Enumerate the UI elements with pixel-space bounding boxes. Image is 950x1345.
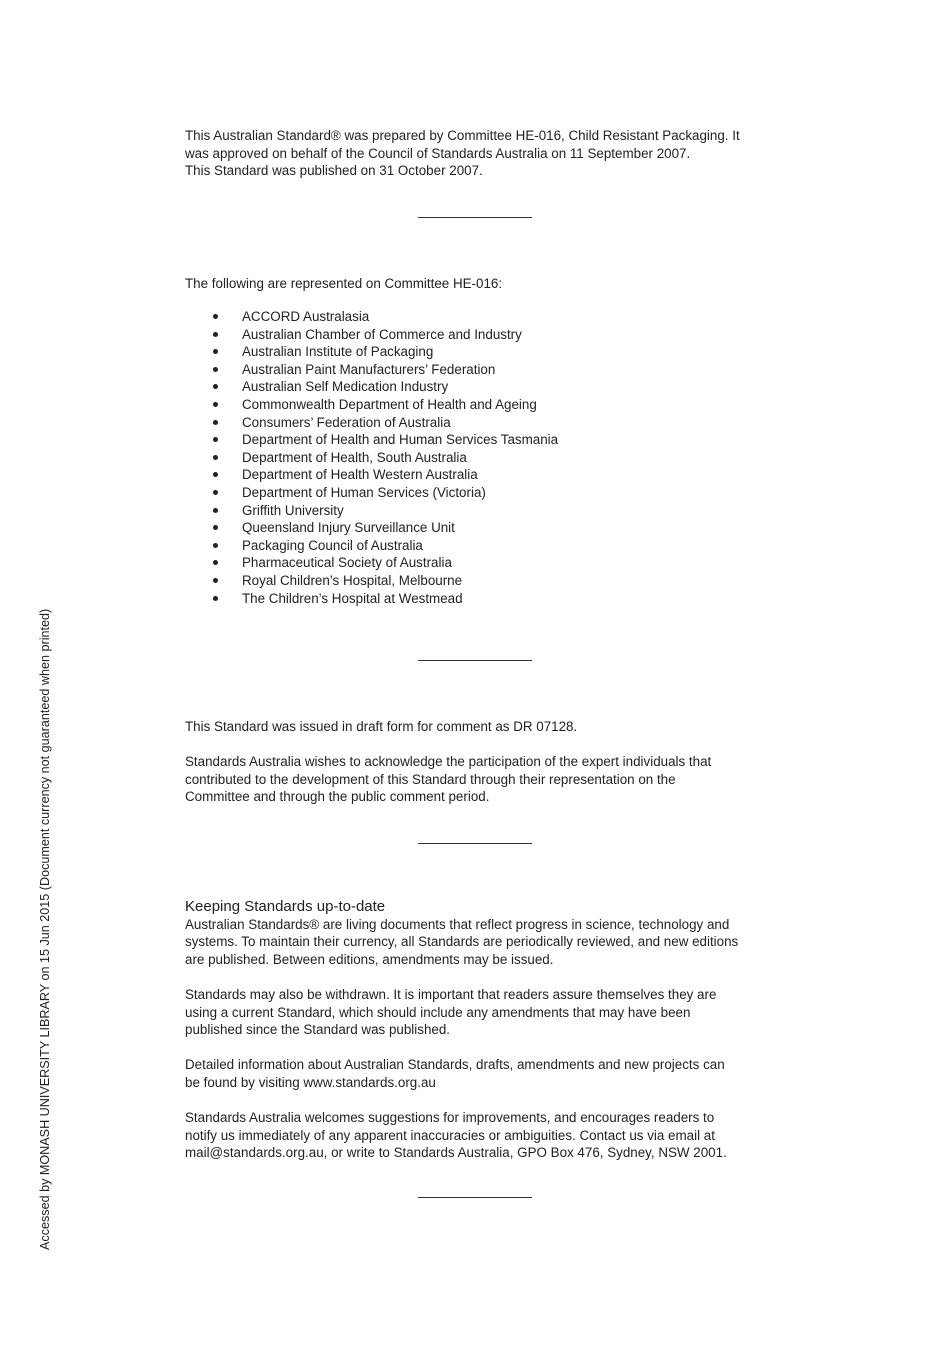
- committee-member-item: [213, 590, 773, 608]
- committee-member-item: [213, 343, 773, 361]
- committee-member-name: Australian Institute of Packaging: [242, 344, 434, 360]
- section-divider: [418, 660, 532, 661]
- section-divider: [418, 843, 532, 844]
- committee-member-name: Department of Health and Human Services Tasmania: [242, 432, 559, 448]
- committee-member-name: Australian Self Medication Industry: [242, 379, 449, 395]
- bullet-icon: [213, 420, 218, 425]
- committee-member-item: [213, 431, 773, 449]
- bullet-icon: [213, 525, 218, 530]
- section-divider: [418, 1197, 532, 1198]
- committee-members-list: [213, 308, 773, 607]
- uptodate-heading: Keeping Standards up-to-date: [185, 898, 386, 915]
- committee-member-name: Packaging Council of Australia: [242, 537, 423, 553]
- bullet-icon: [213, 314, 218, 319]
- committee-member-name: Department of Human Services (Victoria): [242, 484, 486, 500]
- committee-member-name: Department of Health Western Australia: [242, 467, 478, 483]
- committee-member-name: Queensland Injury Surveillance Unit: [242, 520, 455, 536]
- uptodate-para-2: Standards may also be withdrawn. It is important that readers assure themselves they are using a current Standard, which should include any amendments that may have been published since the Standard was published.: [185, 986, 717, 1038]
- committee-member-item: [213, 502, 773, 520]
- uptodate-para-4: Standards Australia welcomes suggestions for improvements, and encourages readers to notify us immediately of any apparent inaccuracies or ambiguities. Contact us via email at mail@standards.org.au, or write to Standards Australia, GPO Box 476, Sydney, NSW 2001.: [185, 1110, 727, 1161]
- intro-block: [185, 127, 785, 180]
- committee-member-item: [213, 519, 773, 537]
- bullet-icon: [213, 472, 218, 477]
- access-side-note: Accessed by MONASH UNIVERSITY LIBRARY on 15 Jun 2015 (Document currency not guaranteed when printed): [38, 608, 52, 1250]
- committee-member-name: Department of Health, South Australia: [242, 449, 467, 465]
- committee-lead: The following are represented on Committee HE-016:: [185, 276, 503, 291]
- committee-member-name: Consumers’ Federation of Australia: [242, 414, 451, 430]
- committee-member-name: Pharmaceutical Society of Australia: [242, 555, 452, 571]
- bullet-icon: [213, 560, 218, 565]
- committee-member-name: Royal Children’s Hospital, Melbourne: [242, 572, 463, 588]
- uptodate-block: [185, 898, 785, 1162]
- bullet-icon: [213, 367, 218, 372]
- committee-member-item: [213, 308, 773, 326]
- bullet-icon: [213, 402, 218, 407]
- bullet-icon: [213, 578, 218, 583]
- bullet-icon: [213, 508, 218, 513]
- committee-member-item: [213, 361, 773, 379]
- intro-text: This Australian Standard® was prepared by Committee HE-016, Child Resistant Packaging. It was approved on behalf of the Council of Standards Australia on 11 September 2007. This Standard was published on 31 October 2007.: [185, 128, 740, 179]
- bullet-icon: [213, 490, 218, 495]
- committee-member-name: Australian Chamber of Commerce and Industry: [242, 326, 522, 342]
- committee-member-item: [213, 326, 773, 344]
- uptodate-para-3: Detailed information about Australian Standards, drafts, amendments and new projects can be found by visiting www.standards.org.au: [185, 1057, 725, 1090]
- uptodate-para-1: Australian Standards® are living documents that reflect progress in science, technology and systems. To maintain their currency, all Standards are periodically reviewed, and new editions are published. Between editions, amendments may be issued.: [185, 916, 739, 967]
- draft-block: [185, 718, 785, 806]
- draft-issued-text: This Standard was issued in draft form for comment as DR 07128.: [185, 719, 578, 734]
- committee-member-item: [213, 378, 773, 396]
- committee-member-name: Commonwealth Department of Health and Ageing: [242, 396, 537, 412]
- committee-member-name: Australian Paint Manufacturers’ Federation: [242, 361, 496, 377]
- bullet-icon: [213, 384, 218, 389]
- bullet-icon: [213, 596, 218, 601]
- committee-member-item: [213, 554, 773, 572]
- committee-member-item: [213, 572, 773, 590]
- committee-member-item: [213, 537, 773, 555]
- section-divider: [418, 217, 532, 218]
- acknowledgement-text: Standards Australia wishes to acknowledge the participation of the expert individuals that contributed to the development of this Standard through their representation on the Committee and through the public comment period.: [185, 754, 712, 805]
- bullet-icon: [213, 349, 218, 354]
- bullet-icon: [213, 543, 218, 548]
- bullet-icon: [213, 332, 218, 337]
- committee-member-name: ACCORD Australasia: [242, 309, 370, 324]
- bullet-icon: [213, 437, 218, 442]
- committee-member-name: The Children’s Hospital at Westmead: [242, 590, 463, 606]
- committee-member-item: [213, 484, 773, 502]
- committee-member-item: [213, 414, 773, 432]
- committee-member-name: Griffith University: [242, 502, 344, 518]
- committee-member-item: [213, 396, 773, 414]
- committee-member-item: [213, 449, 773, 467]
- bullet-icon: [213, 455, 218, 460]
- committee-lead-block: [185, 275, 785, 293]
- committee-member-item: [213, 466, 773, 484]
